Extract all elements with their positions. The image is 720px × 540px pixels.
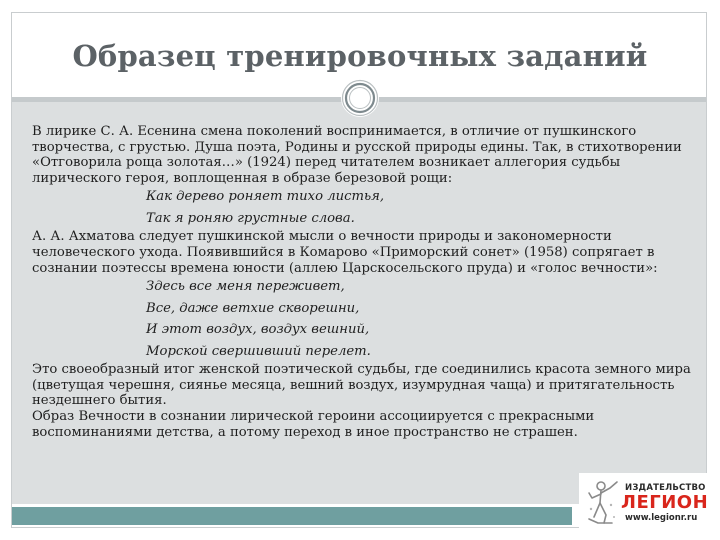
verse-line: Так я роняю грустные слова. xyxy=(146,210,355,226)
verse-line: И этот воздух, воздух вешний, xyxy=(146,322,370,338)
verse-line: Все, даже ветхие скворешни, xyxy=(146,300,360,316)
logo-publisher-label: ИЗДАТЕЛЬСТВО xyxy=(625,483,706,493)
verse-line: Морской свершивший перелет. xyxy=(146,343,371,359)
publisher-logo xyxy=(579,473,711,530)
slide-body xyxy=(32,124,692,440)
legion-warrior-figure-icon xyxy=(584,479,622,529)
paragraph-akhmatova: А. А. Ахматова следует пушкинской мысли о вечности природы и закономерности человеческого ухода. Появившийся в Комарово «Приморский сонет» (1958) сопрягает в сознании поэтессы времена юности (аллею Царскосельского пруда) и «голос вечности»: xyxy=(32,229,658,276)
logo-url: www.legionr.ru xyxy=(625,513,698,523)
verse-line: Здесь все меня переживет, xyxy=(146,279,345,295)
logo-name: ЛЕГИОН xyxy=(621,492,709,513)
verse-line: Как дерево роняет тихо листья, xyxy=(146,189,385,205)
slide-title: Образец тренировочных заданий xyxy=(72,39,648,73)
paragraph-eternity: Образ Вечности в сознании лирической героини ассоциируется с прекрасными воспоминаниями детства, а потому переход в иное пространство не страшен. xyxy=(32,408,595,440)
verse-akhmatova xyxy=(32,276,692,362)
verse-esenin xyxy=(32,186,692,229)
paragraph-esenin: В лирике С. А. Есенина смена поколений воспринимается, в отличие от пушкинского творчества, с грустью. Душа поэта, Родины и русской природы едины. Так, в стихотворении «Отговорила роща золотая…» (1924) перед читателем возникает аллегория судьбы лирического героя, воплощенная в образе березовой рощи: xyxy=(32,124,682,186)
paragraph-summary: Это своеобразный итог женской поэтической судьбы, где соединились красота земного мира (цветущая черешня, сиянье месяца, вешний воздух, изумрудная чаща) и притягательность нездешнего бытия. xyxy=(32,362,691,409)
accent-strip xyxy=(12,507,572,525)
double-ring-ornament-icon xyxy=(341,79,379,117)
